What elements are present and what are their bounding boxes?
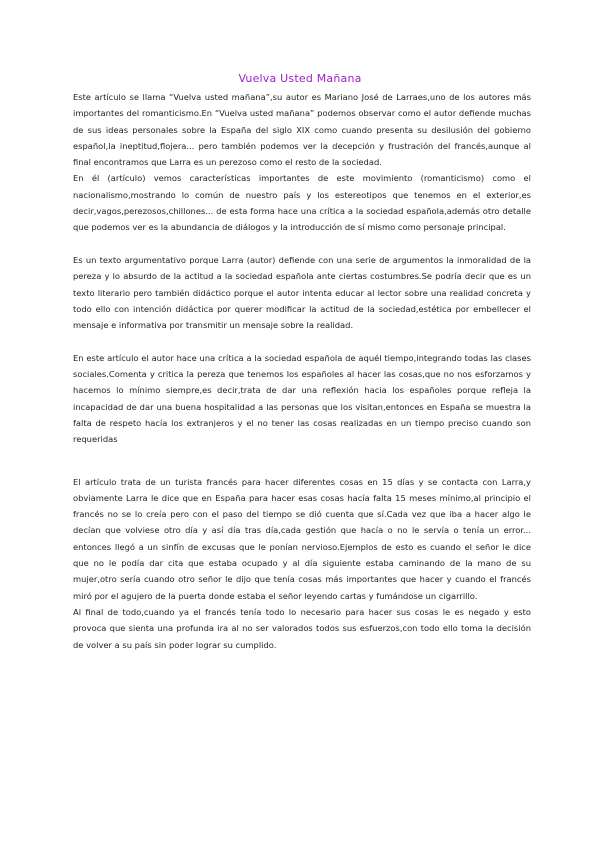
paragraph-characteristics: En él (artículo) vemos características importantes de este movimiento (romanticismo) como el nacionalismo,mostrando lo común de nuestro país y los estereotipos que tenemos en el exterior,es decir,vagos,perezosos,chillones... de esta forma hace una crítica a la sociedad española,además otro detalle que podemos ver es la abundancia de diálogos y la introducción de sí mismo como personaje principal. <box>73 173 531 233</box>
document-title: Vuelva Usted Mañana <box>238 72 362 85</box>
paragraph-plot: El artículo trata de un turista francés para hacer diferentes cosas en 15 días y se contacta con Larra,y obviamente Larra le dice que en España para hacer esas cosas hacía falta 15 meses mínimo,al principio el francés no se lo creía pero con el paso del tiempo se dió cuenta que sí.Cada vez que iba a hacer algo le decían que volviese otro día y así día tras día,cada gestión que hacía o no le servía o tenía un error... entonces llegó a un sinfín de excusas que le ponían nervioso.Ejemplos de esto es cuando el señor le dice que no le podía dar cita que estaba ocupado y al día siguiente estaba caminando de la mano de su mujer,otro sería cuando otro señor le dijo que tenía cosas más importantes que hacer y cuando el francés miró por el agujero de la puerta donde estaba el señor leyendo cartas y fumándose un cigarrillo. <box>73 476 531 601</box>
paragraph-intro: Este artículo se llama “Vuelva usted mañana”,su autor es Mariano José de Larraes,uno de los autores más importantes del romanticismo.En “Vuelva usted mañana” podemos observar como el autor defiende muchas de sus ideas personales sobre la España del siglo XIX como cuando presenta su desilusión del gobierno español,la ineptitud,flojera... pero también podemos ver la decepción y frustración del francés,aunque al final encontramos que Larra es un perezoso como el resto de la sociedad. <box>73 92 531 168</box>
paragraph-text-type: Es un texto argumentativo porque Larra (autor) defiende con una serie de argumentos la inmoralidad de la pereza y lo absurdo de la actitud a la sociedad española ante ciertas costumbres.Se podría decir que es un texto literario pero también didáctico porque el autor intenta educar al lector sobre una realidad concreta y todo ello con intención didáctica por querer modificar la actitud de la sociedad,estética por embellecer el mensaje e informativa por transmitir un mensaje sobre la realidad. <box>73 254 531 331</box>
paragraph-spacer <box>73 236 531 252</box>
paragraph-ending: Al final de todo,cuando ya el francés tenía todo lo necesario para hacer sus cosas le es negado y esto provoca que sienta una profunda ira al no ser valorados todos sus esfuerzos,con todo ello toma la decisión de volver a su país sin poder lograr su cumplido. <box>73 606 531 650</box>
document-body <box>73 89 531 653</box>
paragraph-spacer <box>73 448 531 474</box>
paragraph-critique: En este artículo el autor hace una crítica a la sociedad española de aquél tiempo,integrando todas las clases sociales.Comenta y critica la pereza que tenemos los españoles al hacer las cosas,que no nos esforzamos y hacemos lo mínimo siempre,es decir,trata de dar una reflexión hacia los españoles porque refleja la incapacidad de dar una buena hospitalidad a las personas que los visitan,entonces en España se muestra la falta de respeto hacía los extranjeros y el no tener las cosas realizadas en un tiempo preciso cuando son requeridas <box>73 352 531 445</box>
paragraph-spacer <box>73 333 531 349</box>
